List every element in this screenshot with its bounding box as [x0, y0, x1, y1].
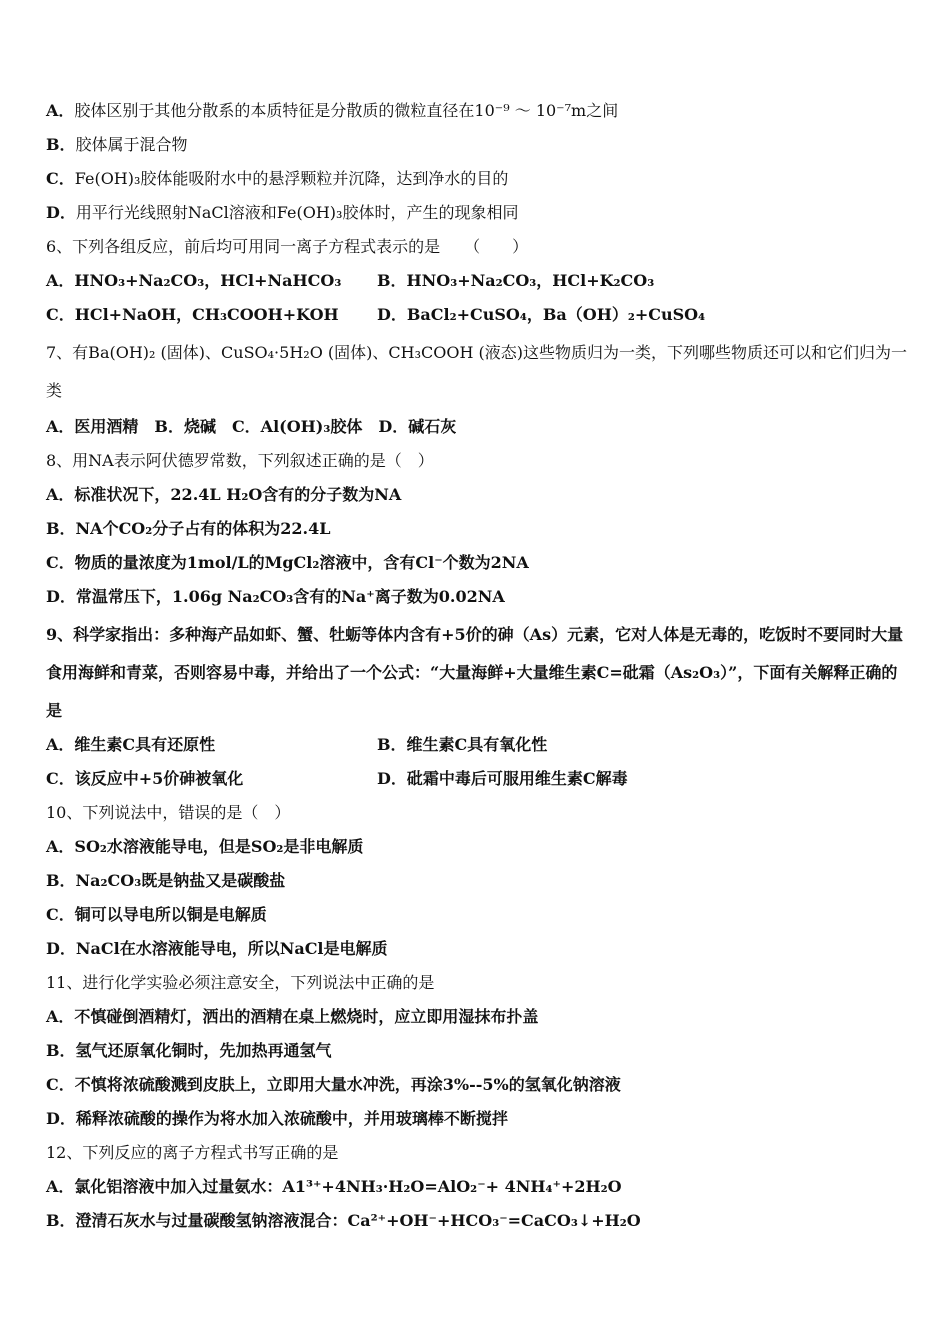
- q6-option-b: [377, 266, 654, 296]
- option-label: D．: [46, 1109, 76, 1128]
- question-stem: 12、下列反应的离子方程式书写正确的是: [46, 1143, 339, 1162]
- option-label: D．: [46, 203, 76, 222]
- option-text: 胶体区别于其他分散系的本质特征是分散质的微粒直径在10⁻⁹ ～ 10⁻⁷m之间: [74, 101, 619, 120]
- option-text: 标准状况下，22.4L H₂O含有的分子数为NA: [74, 485, 402, 504]
- option-label: B．: [377, 735, 407, 754]
- q5-option-d: [46, 198, 910, 232]
- q8-stem: [46, 446, 910, 480]
- q9-options-row-1: [46, 730, 910, 764]
- option-text: 不慎将浓硫酸溅到皮肤上，立即用大量水冲洗，再涂3%--5%的氢氧化钠溶液: [74, 1075, 621, 1094]
- option-text: 铜可以导电所以铜是电解质: [74, 905, 267, 924]
- option-label: A．: [46, 735, 75, 754]
- option-text: 稀释浓硫酸的操作为将水加入浓硫酸中，并用玻璃棒不断搅拌: [75, 1109, 508, 1128]
- option-text: HCl+NaOH，CH₃COOH+KOH: [74, 305, 339, 324]
- q12-option-a: [46, 1172, 910, 1206]
- option-text: 不慎碰倒酒精灯，洒出的酒精在桌上燃烧时，应立即用湿抹布扑盖: [74, 1007, 539, 1026]
- option-label: C．: [46, 553, 75, 572]
- option-label: D．: [46, 939, 76, 958]
- option-text: BaCl₂+CuSO₄，Ba（OH）₂+CuSO₄: [406, 305, 706, 324]
- option-label: A．: [46, 485, 75, 504]
- q8-option-c: [46, 548, 910, 582]
- option-text: 物质的量浓度为1mol/L的MgCl₂溶液中，含有Cl⁻个数为2NA: [74, 553, 529, 572]
- question-stem: 10、下列说法中，错误的是（ ）: [46, 803, 291, 822]
- option-text: 胶体属于混合物: [75, 135, 188, 154]
- option-text: 用平行光线照射NaCl溶液和Fe(OH)₃胶体时，产生的现象相同: [75, 203, 519, 222]
- q10-option-d: [46, 934, 910, 968]
- q6-option-a: [46, 266, 341, 296]
- option-label: A．: [46, 271, 75, 290]
- q8-option-b: [46, 514, 910, 548]
- option-text: HNO₃+Na₂CO₃，HCl+K₂CO₃: [406, 271, 655, 290]
- q5-option-b: [46, 130, 910, 164]
- q11-option-c: [46, 1070, 910, 1104]
- q9-option-b: [377, 730, 547, 760]
- q6-option-c: [46, 300, 339, 330]
- q9-option-a: [46, 730, 215, 760]
- q11-option-d: [46, 1104, 910, 1138]
- question-stem: 11、进行化学实验必须注意安全，下列说法中正确的是: [46, 973, 435, 992]
- q7-stem: [46, 334, 910, 410]
- option-label: B．: [377, 271, 407, 290]
- option-text: Na₂CO₃既是钠盐又是碳酸盐: [75, 871, 286, 890]
- option-label: C．: [46, 1075, 75, 1094]
- option-label: D．: [377, 769, 407, 788]
- option-label: C．: [46, 905, 75, 924]
- option-label: D．: [46, 587, 76, 606]
- option-text: SO₂水溶液能导电，但是SO₂是非电解质: [74, 837, 364, 856]
- option-text: HNO₃+Na₂CO₃，HCl+NaHCO₃: [74, 271, 342, 290]
- q10-stem: [46, 798, 910, 832]
- option-text: 该反应中+5价砷被氧化: [74, 769, 244, 788]
- question-stem: 7、有Ba(OH)₂ (固体)、CuSO₄·5H₂O (固体)、CH₃COOH (液态)这些物质归为一类，下列哪些物质还可以和它们归为一类: [46, 343, 907, 400]
- option-label: A．: [46, 1007, 75, 1026]
- option-text: 常温常压下，1.06g Na₂CO₃含有的Na⁺离子数为0.02NA: [75, 587, 505, 606]
- option-label: A．: [46, 1177, 75, 1196]
- q6-options-row-2: [46, 300, 910, 334]
- q11-stem: [46, 968, 910, 1002]
- option-label: D．: [377, 305, 407, 324]
- q6-options-row-1: [46, 266, 910, 300]
- q9-option-d: [377, 764, 628, 794]
- q10-option-b: [46, 866, 910, 900]
- q9-option-c: [46, 764, 243, 794]
- exam-page: [46, 96, 910, 1240]
- option-label: B．: [46, 135, 76, 154]
- option-label: A．: [46, 837, 75, 856]
- q10-option-c: [46, 900, 910, 934]
- q5-option-c: [46, 164, 910, 198]
- option-text: 氢气还原氧化铜时，先加热再通氢气: [75, 1041, 332, 1060]
- option-label: C．: [46, 305, 75, 324]
- q11-option-a: [46, 1002, 910, 1036]
- option-label: B．: [46, 1041, 76, 1060]
- option-label: C．: [46, 169, 75, 188]
- q8-option-a: [46, 480, 910, 514]
- option-text: 维生素C具有氧化性: [406, 735, 548, 754]
- option-text: 氯化铝溶液中加入过量氨水：A1³⁺+4NH₃·H₂O=AlO₂⁻+ 4NH₄⁺+2H₂O: [74, 1177, 622, 1196]
- option-text: NA个CO₂分子占有的体积为22.4L: [75, 519, 331, 538]
- q7-options: [46, 412, 910, 446]
- q12-option-b: [46, 1206, 910, 1240]
- q12-stem: [46, 1138, 910, 1172]
- q11-option-b: [46, 1036, 910, 1070]
- option-label: B．: [46, 871, 76, 890]
- q8-option-d: [46, 582, 910, 616]
- options-line: A．医用酒精 B．烧碱 C．Al(OH)₃胶体 D．碱石灰: [46, 417, 457, 436]
- option-text: Fe(OH)₃胶体能吸附水中的悬浮颗粒并沉降，达到净水的目的: [74, 169, 509, 188]
- option-text: 砒霜中毒后可服用维生素C解毒: [406, 769, 628, 788]
- q10-option-a: [46, 832, 910, 866]
- q9-stem: [46, 616, 910, 730]
- option-label: B．: [46, 519, 76, 538]
- q9-options-row-2: [46, 764, 910, 798]
- option-text: 维生素C具有还原性: [74, 735, 216, 754]
- q6-option-d: [377, 300, 705, 330]
- q6-stem: [46, 232, 910, 266]
- option-label: B．: [46, 1211, 76, 1230]
- option-text: NaCl在水溶液能导电，所以NaCl是电解质: [75, 939, 388, 958]
- q5-option-a: [46, 96, 910, 130]
- question-stem: 8、用NA表示阿伏德罗常数，下列叙述正确的是（ ）: [46, 451, 434, 470]
- option-text: 澄清石灰水与过量碳酸氢钠溶液混合：Ca²⁺+OH⁻+HCO₃⁻=CaCO₃↓+H₂O: [75, 1211, 641, 1230]
- option-label: A．: [46, 101, 75, 120]
- question-stem: 6、下列各组反应，前后均可用同一离子方程式表示的是 （ ）: [46, 237, 529, 256]
- option-label: C．: [46, 769, 75, 788]
- question-stem: 9、科学家指出：多种海产品如虾、蟹、牡蛎等体内含有+5价的砷（As）元素，它对人体是无毒的，吃饭时不要同时大量食用海鲜和青菜，否则容易中毒，并给出了一个公式：“大量海鲜+大量维生素C=砒霜（As₂O₃）”，下面有关解释正确的是: [46, 625, 904, 720]
